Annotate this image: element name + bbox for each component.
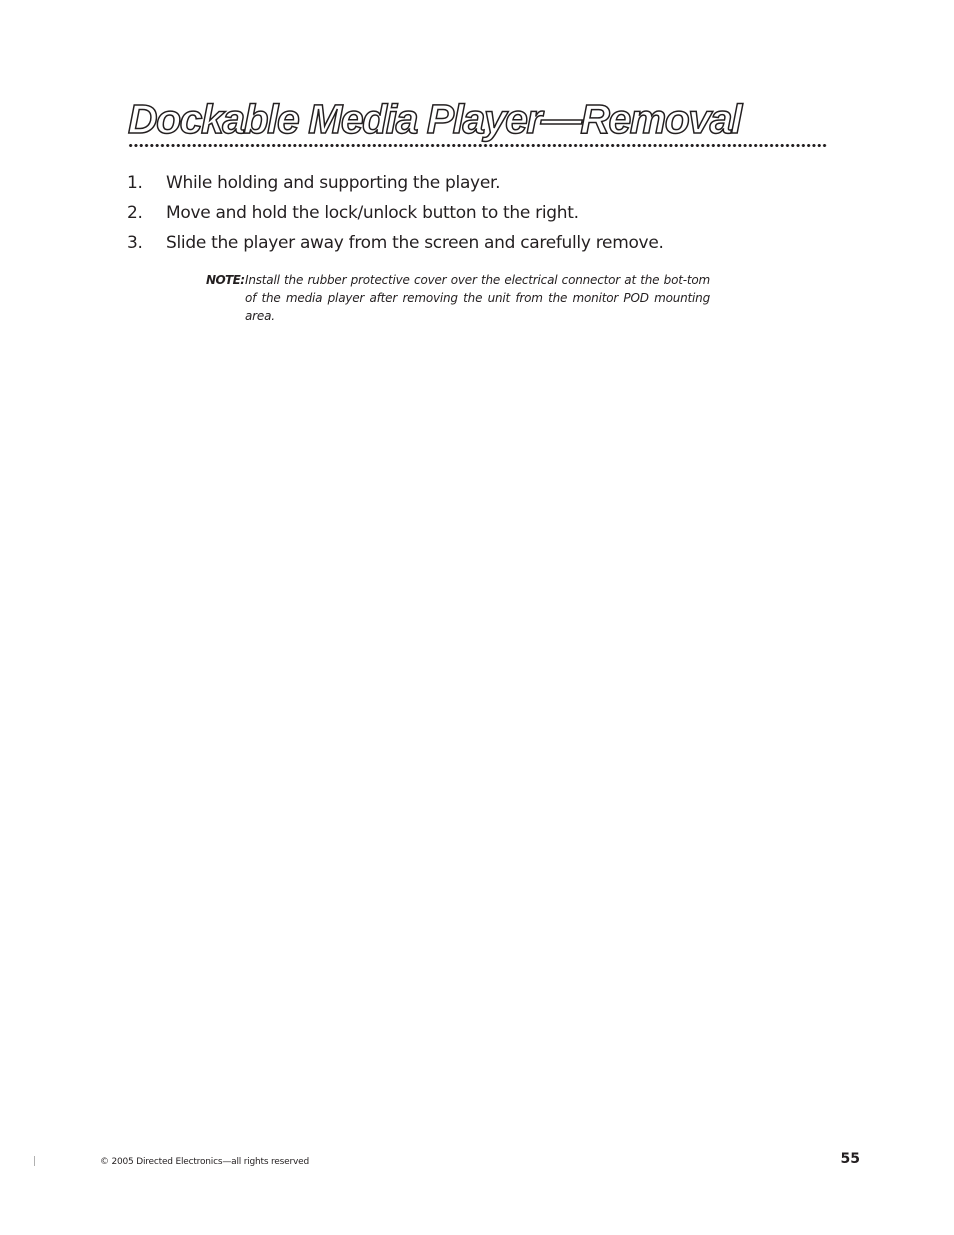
page-number: 55 (840, 1151, 860, 1167)
note-label: NOTE: (206, 273, 245, 287)
step-item (127, 168, 664, 198)
footer-copyright: © 2005 Directed Electronics—all rights reserved (100, 1157, 309, 1167)
step-number: 1. (127, 173, 143, 193)
dotted-title-rule (128, 143, 827, 148)
step-item (127, 198, 664, 228)
step-item (127, 228, 664, 258)
note-block (206, 271, 710, 325)
step-text: Slide the player away from the screen and carefully remove. (166, 233, 664, 253)
page-title: Dockable Media Player—Removal (128, 96, 741, 142)
instruction-steps (127, 168, 664, 258)
step-text: While holding and supporting the player. (166, 173, 501, 193)
note-text: Install the rubber protective cover over the electrical connector at the bot-tom of the media player after removing the unit from the monitor POD mounting area. (245, 273, 710, 323)
margin-tick-mark (34, 1156, 35, 1166)
step-text: Move and hold the lock/unlock button to the right. (166, 203, 579, 223)
step-number: 3. (127, 233, 143, 253)
step-number: 2. (127, 203, 143, 223)
